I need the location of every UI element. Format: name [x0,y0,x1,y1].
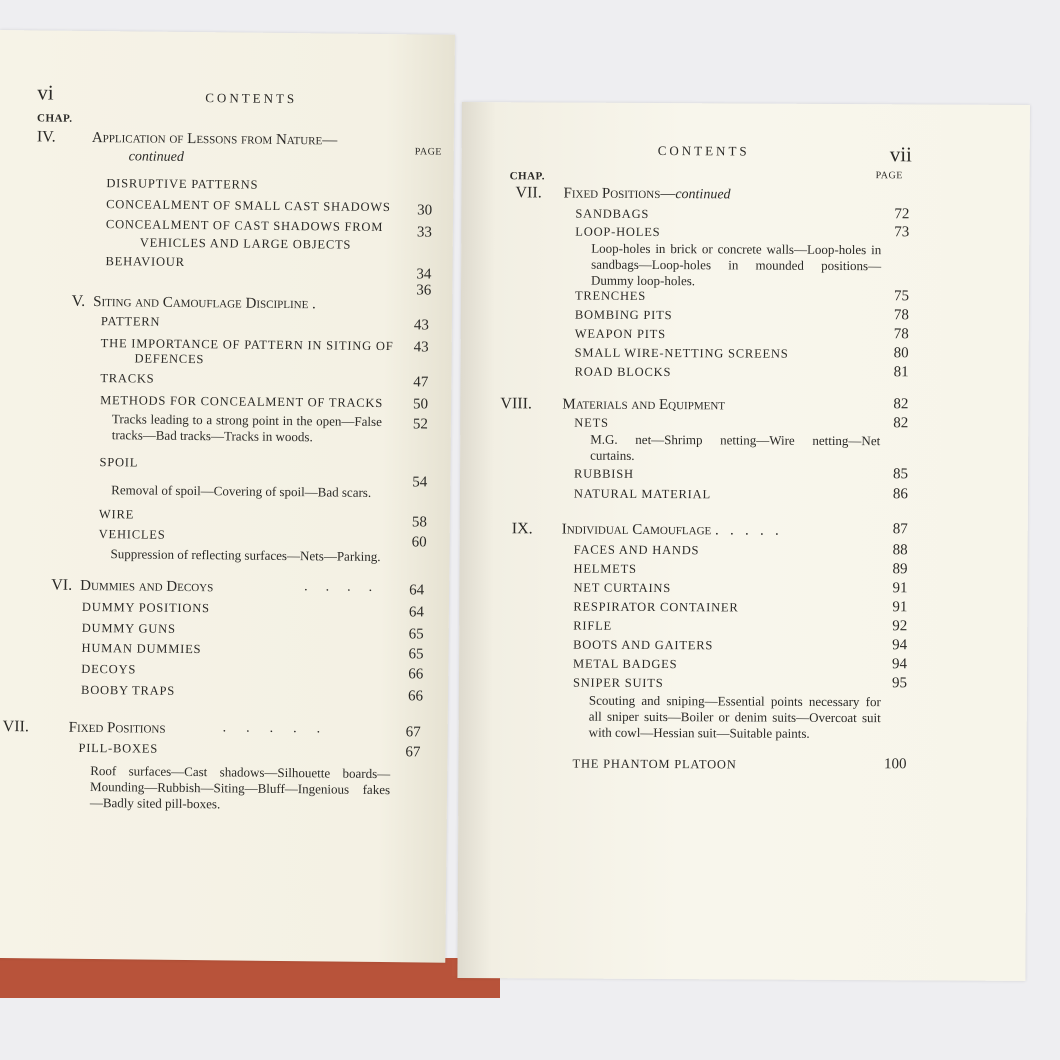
chapter-number: VIII. [500,395,533,413]
chapter-number: VI. [51,576,73,594]
section-page: 67 [405,744,421,761]
chapter-title-continued [129,147,184,166]
section-title: THE IMPORTANCE OF PATTERN IN SITING OF [100,336,394,354]
section-title: BEHAVIOUR [105,254,185,269]
section-title: TRENCHES [574,288,647,303]
section-description: M.G. net—Shrimp netting—Wire netting—Net curtains. [590,431,881,463]
chapter-title: Materials and Equipment [562,396,726,414]
section-page: 81 [893,364,909,381]
section-page: 34 [416,266,432,283]
right-page [457,102,1030,981]
chapter-title: Fixed Positions— [563,185,676,203]
chapter-heading [515,184,730,203]
section-title: DECOYS [81,661,137,677]
section-page: 100 [883,756,907,773]
section-title: SNIPER SUITS [572,675,664,691]
section-title: NET CURTAINS [573,580,672,596]
chapter-page: 82 [893,396,909,413]
chapter-title: Individual Camouflage . . . . . [561,521,779,539]
section-description: Scouting and sniping—Essential points necessary for all sniper suits—Boiler or denim suits—Overcoat suit with cowl—Hessian suit—Suitable paints. [588,692,881,741]
left-running-head: CONTENTS [205,90,298,107]
chapter-number: IX. [511,520,533,538]
section-title: ROAD BLOCKS [574,364,672,380]
chapter-page: 67 [405,724,421,741]
section-page: 78 [893,307,909,324]
section-title: NATURAL MATERIAL [573,486,711,502]
chapter-heading [512,520,779,539]
left-chap-label: CHAP. [37,112,73,125]
chapter-heading [500,395,725,414]
section-description: Suppression of reflecting surfaces—Nets—Parking. [110,546,381,565]
chapter-page: 87 [892,521,908,538]
section-page: 30 [417,202,433,219]
section-page: 94 [892,656,908,673]
section-description: Roof surfaces—Cast shadows—Silhouette boards—Mounding—Rubbish—Siting—Bluff—Ingenious fakes—Badly sited pill-boxes. [89,762,391,812]
section-page: 82 [893,415,909,432]
section-title: DUMMY GUNS [81,620,176,636]
chapter-title: Fixed Positions [68,719,166,737]
chapter-number: VII. [2,718,30,736]
chapter-page: 64 [409,582,425,599]
section-page: 43 [413,317,430,334]
section-title: DUMMY POSITIONS [81,599,210,616]
section-page: 58 [411,514,427,531]
section-page: 43 [413,339,429,356]
section-title: BOOTS AND GAITERS [573,637,714,653]
chapter-heading [35,292,316,313]
leader-dots: ..... [222,720,341,737]
section-title: PATTERN [100,314,161,329]
section-page: 78 [893,326,909,343]
section-title: TRACKS [100,371,155,386]
section-title: RESPIRATOR CONTAINER [573,599,739,615]
section-title: METHODS FOR CONCEALMENT OF TRACKS [100,393,384,411]
section-page: 65 [408,646,424,663]
section-page: 94 [892,637,908,654]
left-folio: vi [37,80,54,105]
book-cover-edge [0,958,500,998]
section-page: 88 [892,542,908,559]
right-folio: vii [889,142,912,167]
section-page: 92 [892,618,908,635]
section-title: METAL BADGES [573,656,678,672]
section-title: BOMBING PITS [574,307,673,323]
section-page: 91 [892,599,908,616]
leader-dots: .... [304,579,391,596]
section-title: LOOP-HOLES [575,224,661,240]
section-title: PILL-BOXES [78,740,159,756]
section-title: WEAPON PITS [574,326,666,342]
section-page: 50 [413,396,429,413]
chapter-continued: continued [128,149,184,165]
section-title: SANDBAGS [575,206,650,221]
section-title: CONCEALMENT OF CAST SHADOWS FROM [105,217,384,235]
section-page: 65 [408,626,424,643]
chapter-heading [3,718,166,738]
section-title: FACES AND HANDS [573,542,700,558]
section-page: 91 [892,580,908,597]
section-title-cont: DEFENCES [134,351,205,367]
chapter-number: IV. [36,128,56,146]
chapter-number: VII. [515,184,542,202]
chapter-title: Application of Lessons from Nature— [91,129,338,149]
section-page: 33 [416,224,432,241]
section-page: 80 [893,345,909,362]
section-title: DISRUPTIVE PATTERNS [106,176,259,192]
section-title: WIRE [98,507,135,522]
section-title: SPOIL [99,455,139,470]
section-page: 54 [412,474,428,491]
chapter-heading [24,576,213,596]
section-title-cont: VEHICLES AND LARGE OBJECTS [139,235,352,252]
section-description: Loop-holes in brick or concrete walls—Loop-holes in sandbags—Loop-holes in mounded positions—Dummy loop-holes. [591,240,882,289]
section-page: 86 [892,486,908,503]
section-page: 73 [894,224,910,241]
section-page: 66 [408,666,424,683]
section-page: 66 [407,688,424,705]
chapter-title: Dummies and Decoys [80,577,214,596]
chapter-heading [37,128,338,149]
section-page: 89 [892,561,908,578]
chapter-continued: continued [675,187,731,203]
section-page: 47 [413,374,429,391]
section-page: 52 [412,416,428,433]
section-page: 75 [893,288,910,305]
right-page-label: PAGE [875,170,903,182]
section-title: RUBBISH [574,466,634,481]
section-page: 85 [893,466,909,483]
section-description: Tracks leading to a strong point in the open—False tracks—Bad tracks—Tracks in woods. [111,411,382,445]
left-page-label: PAGE [414,146,443,158]
section-description: Removal of spoil—Covering of spoil—Bad scars. [111,482,372,500]
section-title: RIFLE [573,618,613,633]
section-title: NETS [574,415,609,430]
left-page [0,30,455,963]
right-chap-label: CHAP. [509,170,546,183]
section-title: HUMAN DUMMIES [81,640,202,657]
section-page: 64 [408,604,425,621]
section-title: SMALL WIRE-NETTING SCREENS [574,345,789,361]
section-page: 72 [894,206,910,223]
section-page: 36 [416,282,432,299]
section-title: BOOBY TRAPS [81,682,176,698]
chapter-title: Siting and Camouflage Discipline . [93,293,316,313]
chapter-number: V. [71,292,86,310]
section-title: HELMETS [573,561,637,576]
section-page: 95 [891,675,908,692]
section-title: CONCEALMENT OF SMALL CAST SHADOWS [106,197,391,215]
section-title: THE PHANTOM PLATOON [572,756,737,772]
right-running-head: CONTENTS [657,143,750,159]
section-page: 60 [411,534,427,551]
section-title: VEHICLES [98,527,166,542]
